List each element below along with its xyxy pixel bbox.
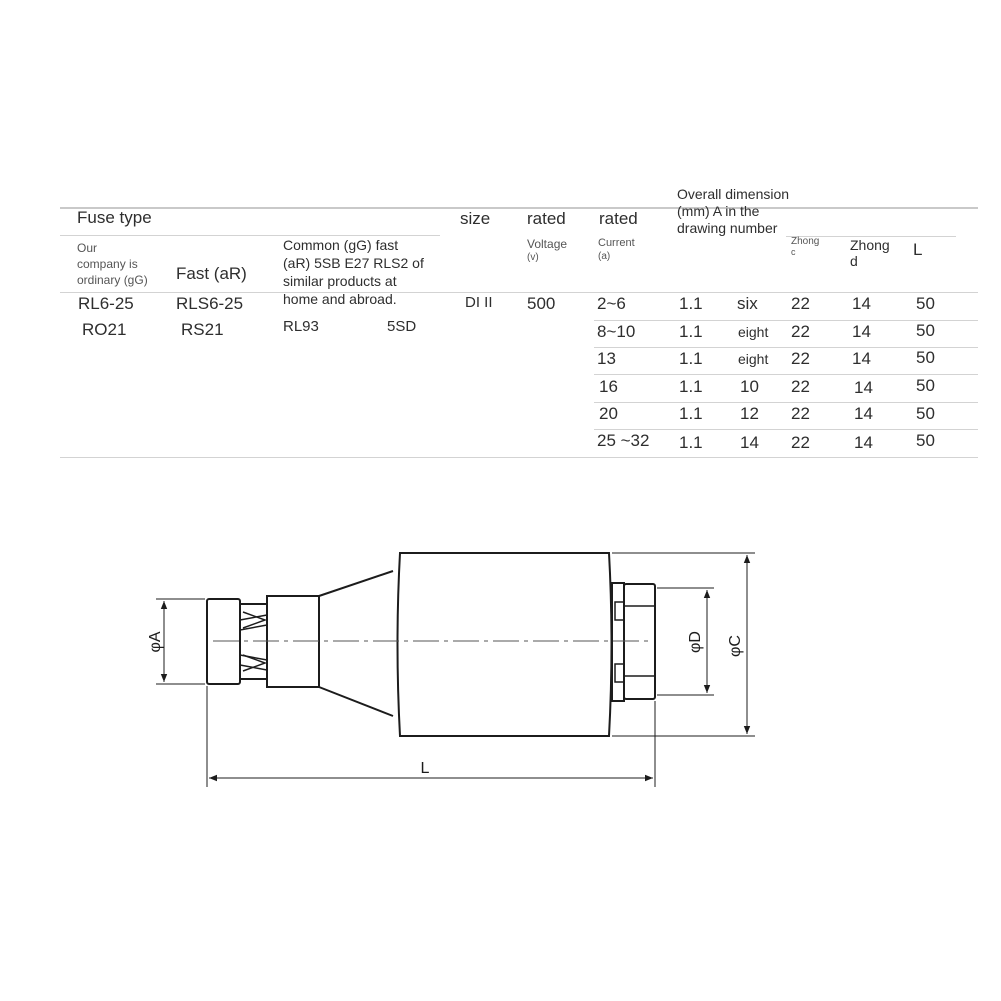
row-5-b: 12 — [740, 404, 759, 423]
row-2-d: 14 — [852, 322, 871, 341]
column-l-label: L — [913, 240, 923, 259]
row-1-current: 2~6 — [597, 294, 626, 313]
row-4-current: 16 — [599, 377, 618, 396]
row-4-b: 10 — [740, 377, 759, 396]
fast-label: Fast (aR) — [176, 264, 247, 283]
ordinary-model-2: RO21 — [82, 320, 127, 339]
neck-collar — [267, 596, 319, 687]
row-4-a: 1.1 — [679, 377, 703, 396]
dim-label-d: φD — [687, 631, 704, 653]
dim-label-c: φC — [727, 635, 744, 657]
row-6-b: 14 — [740, 433, 759, 452]
row-6-current: 25 ~32 — [597, 431, 650, 450]
row-1-d: 14 — [852, 294, 871, 313]
rated-current-heading: rated — [599, 209, 638, 228]
row-3-rule — [594, 374, 978, 375]
row-1-l: 50 — [916, 294, 935, 313]
similar-model-1: RL93 — [283, 318, 319, 335]
row-4-l: 50 — [916, 376, 935, 395]
row-1-b: six — [737, 294, 758, 313]
size-heading: size — [460, 209, 491, 228]
table-bottom-rule — [60, 457, 978, 458]
row-2-c: 22 — [791, 322, 810, 341]
row-2-current: 8~10 — [597, 322, 636, 341]
row-1-a: 1.1 — [679, 294, 703, 313]
dim-label-l: L — [420, 760, 430, 777]
table-top-rule — [60, 207, 978, 209]
row-2-a: 1.1 — [679, 322, 703, 341]
row-3-b: eight — [738, 351, 769, 367]
row-2-b: eight — [738, 324, 769, 340]
row-6-a: 1.1 — [679, 433, 703, 452]
column-c-label: Zhong c — [791, 236, 820, 257]
row-4-d: 14 — [854, 378, 873, 397]
current-unit-label: Current (a) — [598, 237, 635, 262]
rated-voltage-heading: rated — [527, 209, 566, 228]
row-6-l: 50 — [916, 431, 935, 450]
size-value: DI II — [465, 294, 493, 311]
row-5-a: 1.1 — [679, 404, 703, 423]
right-contact-cap — [624, 584, 655, 699]
row-4-rule — [594, 402, 978, 403]
row-6-c: 22 — [791, 433, 810, 452]
row-2-l: 50 — [916, 321, 935, 340]
row-3-current: 13 — [597, 349, 616, 368]
right-end-cap — [612, 583, 624, 701]
dim-label-a: φA — [147, 631, 164, 653]
row-6-d: 14 — [854, 433, 873, 452]
ordinary-model-1: RL6-25 — [78, 294, 134, 313]
fuse-type-heading: Fuse type — [77, 208, 152, 227]
contact-strip — [240, 604, 267, 679]
row-4-c: 22 — [791, 377, 810, 396]
overall-dimension-heading: Overall dimension (mm) A in the drawing number — [677, 186, 790, 236]
row-5-d: 14 — [854, 404, 873, 423]
voltage-unit-label: Voltage (v) — [527, 237, 568, 263]
similar-products-label: Common (gG) fast (aR) 5SB E27 RLS2 of similar products at home and abroad. — [283, 237, 424, 307]
row-3-d: 14 — [852, 349, 871, 368]
column-d-label: Zhong d — [850, 237, 890, 269]
row-5-current: 20 — [599, 404, 618, 423]
header-bottom-rule — [60, 292, 978, 293]
row-1-c: 22 — [791, 294, 810, 313]
tapered-cone — [319, 571, 393, 716]
main-body — [398, 553, 612, 736]
row-3-c: 22 — [791, 349, 810, 368]
row-5-l: 50 — [916, 404, 935, 423]
fast-model-1: RLS6-25 — [176, 294, 244, 313]
row-3-l: 50 — [916, 348, 935, 367]
voltage-value: 500 — [527, 294, 556, 313]
similar-model-2: 5SD — [387, 318, 417, 335]
our-company-label: Our company is ordinary (gG) — [77, 241, 148, 287]
row-5-rule — [594, 429, 978, 430]
row-3-a: 1.1 — [679, 349, 703, 368]
row-5-c: 22 — [791, 404, 810, 423]
left-end-cap — [207, 599, 240, 684]
fast-model-2: RS21 — [181, 320, 224, 339]
